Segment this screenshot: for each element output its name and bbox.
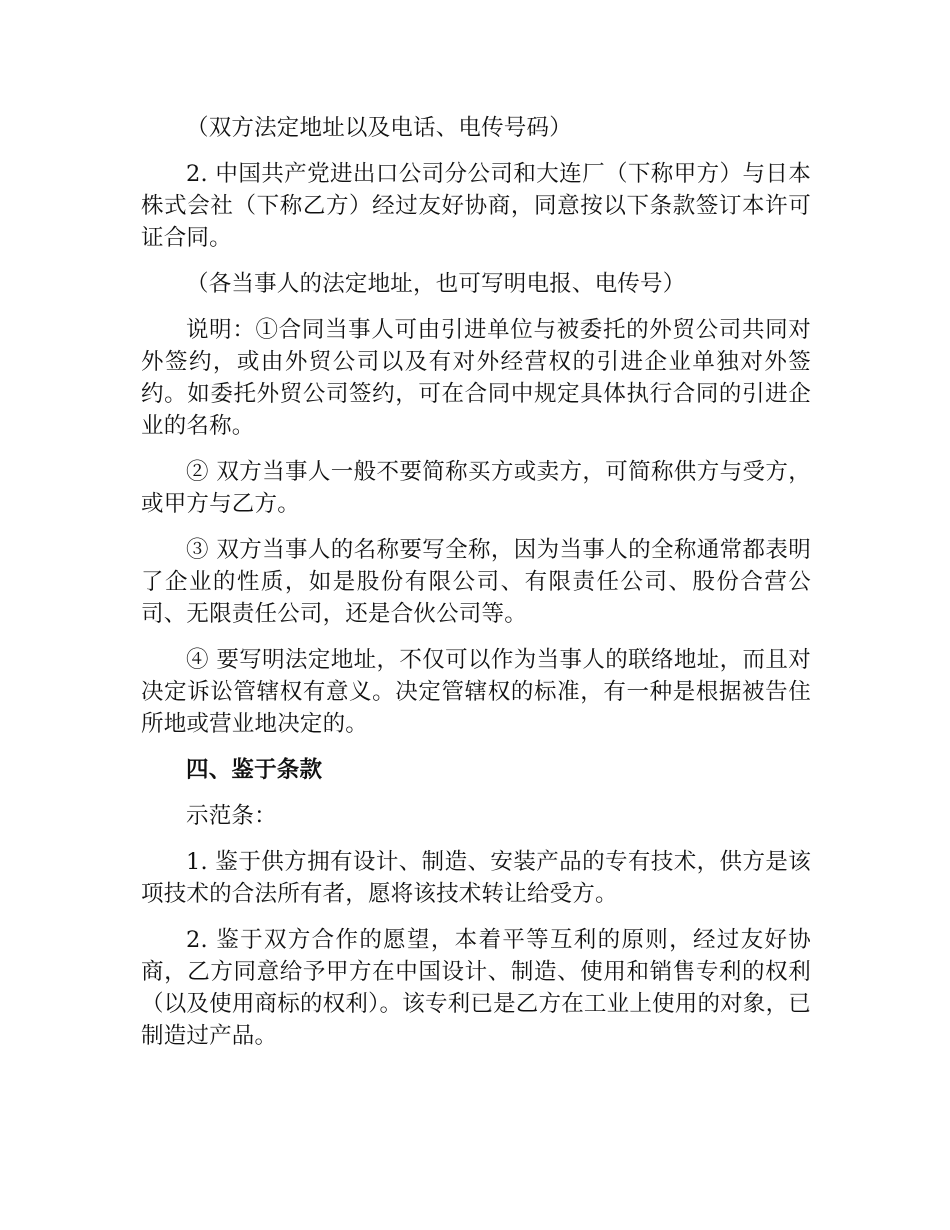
sample-clause-label: 示范条： xyxy=(186,803,277,829)
explanation-2: ② 双方当事人一般不要简称买方或卖方，可简称供方与受方，或甲方与乙方。 xyxy=(141,459,811,517)
parties-clause: 2. 中国共产党进出口公司分公司和大连厂（下称甲方）与日本株式会社（下称乙方）经过友好协商，同意按以下条款签订本许可证合同。 xyxy=(141,161,811,251)
explanation-3: ③ 双方当事人的名称要写全称，因为当事人的全称通常都表明了企业的性质，如是股份有限公司、有限责任公司、股份合营公司、无限责任公司，还是合伙公司等。 xyxy=(141,537,811,627)
document-body xyxy=(141,112,811,1066)
explanation-1: 说明：①合同当事人可由引进单位与被委托的外贸公司共同对外签约，或由外贸公司以及有对外经营权的引进企业单独对外签约。如委托外贸公司签约，可在合同中规定具体执行合同的引进企业的名称。 xyxy=(141,317,811,439)
recital-1: 1. 鉴于供方拥有设计、制造、安装产品的专有技术，供方是该项技术的合法所有者，愿将该技术转让给受方。 xyxy=(141,849,811,907)
explanation-4: ④ 要写明法定地址，不仅可以作为当事人的联络地址，而且对决定诉讼管辖权有意义。决定管辖权的标准，有一种是根据被告住所地或营业地决定的。 xyxy=(141,647,811,737)
address-note: （双方法定地址以及电话、电传号码） xyxy=(186,115,572,141)
legal-address-note: （各当事人的法定地址，也可写明电报、电传号） xyxy=(186,271,686,297)
section-heading: 四、鉴于条款 xyxy=(186,757,323,783)
recital-2: 2. 鉴于双方合作的愿望，本着平等互利的原则，经过友好协商，乙方同意给予甲方在中国设计、制造、使用和销售专利的权利（以及使用商标的权利）。该专利已是乙方在工业上使用的对象，已制造过产品。 xyxy=(141,927,811,1049)
